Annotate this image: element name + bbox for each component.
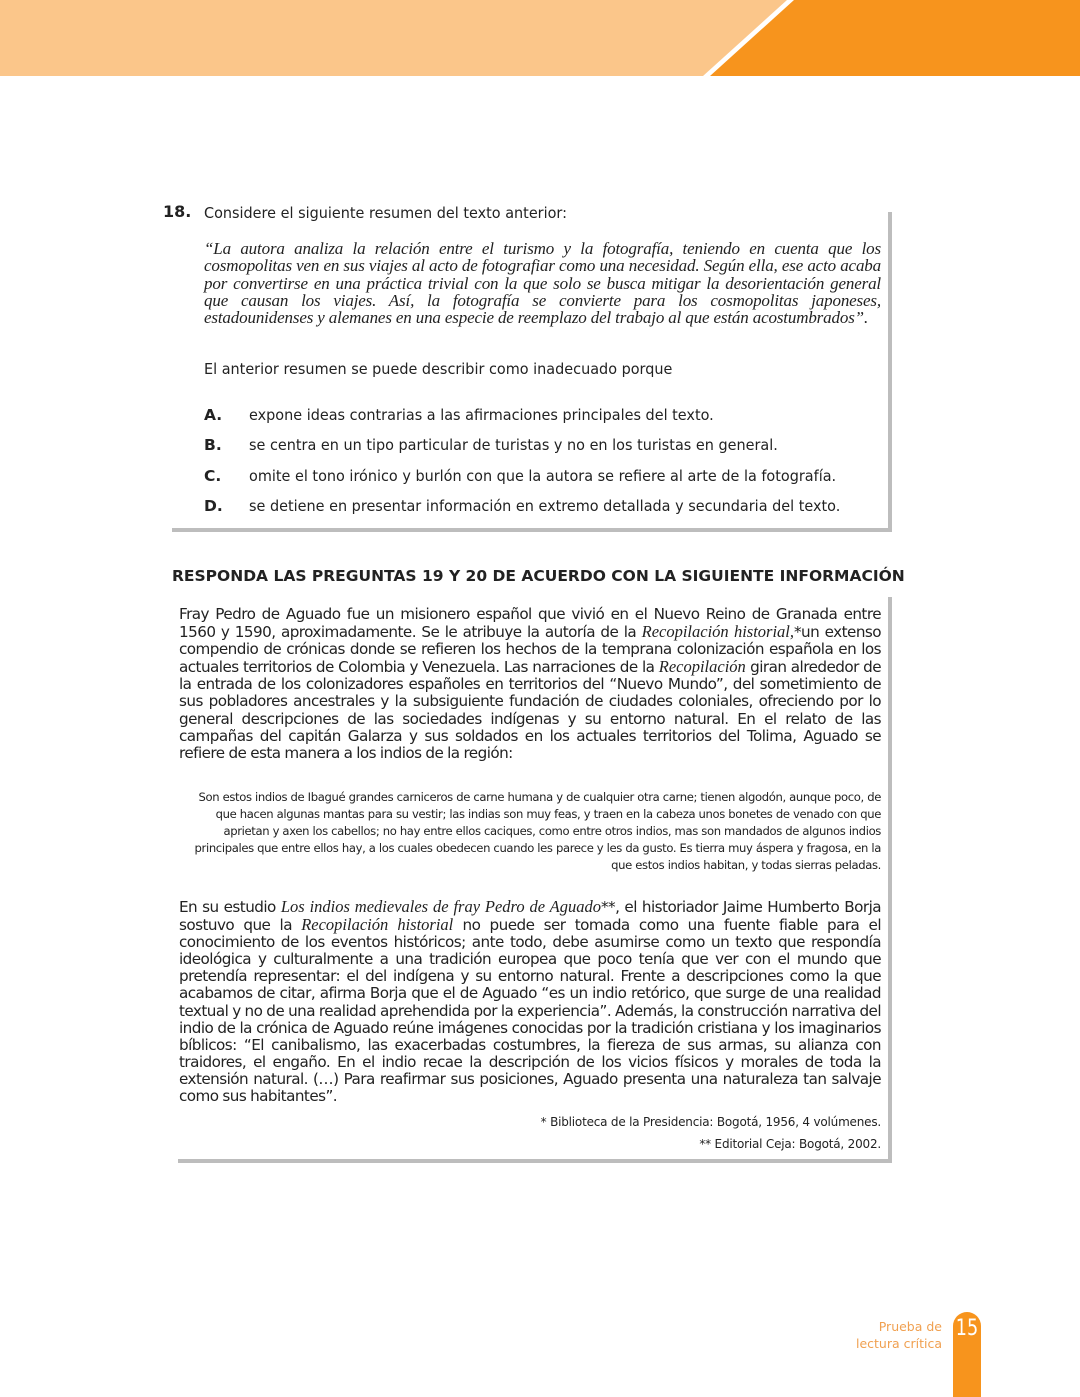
answer-options [204, 406, 884, 527]
text-segment: no puede ser tomada como una fuente fiable para el conocimiento de los eventos históricos; ante todo, debe asumirse como un texto que respondía ideológica y culturalmente a una tradición europea que poco tenía que ver con el mundo que pretendía representar: el del indígena y su entorno natural. Frente a descripciones como la que acabamos de citar, afirma Borja que el de Aguado “es un indio retórico, que surge de una realidad textual y no de una realidad aprehendida por la experiencia”. Además, la construcción narrativa del indio de la crónica de Aguado reúne imágenes conocidas por la tradición cristiana y los imaginarios bíblicos: “El canibalismo, las exacerbadas costumbres, la fiereza de sus armas, su alianza con traidores, el engaño. En el indio recae la descripción de los vicios físicos y morales de toda la extensión natural. (…) Para reafirmar sus posiciones, Aguado presenta una naturaleza tan salvaje como sus habitantes”. [179, 916, 881, 1106]
option-text: expone ideas contrarias a las afirmaciones principales del texto. [249, 406, 714, 424]
option-c[interactable] [204, 467, 884, 497]
option-text: omite el tono irónico y burlón con que la autora se refiere al arte de la fotografía. [249, 466, 837, 485]
book-title: Recopilación historial, [641, 622, 795, 642]
book-title: Recopilación [658, 657, 746, 677]
page-number: 15 [955, 1316, 979, 1341]
header-decoration [0, 0, 1080, 76]
intro-paragraph [179, 606, 881, 762]
footer-label-line: lectura crítica [855, 1336, 942, 1351]
footer-label-line: Prueba de [878, 1319, 942, 1334]
text-segment: **, el historiador Jaime Humberto Borja sostuvo que la [179, 898, 881, 935]
section-title: RESPONDA LAS PREGUNTAS 19 Y 20 DE ACUERDO CON LA SIGUIENTE INFORMACIÓN [172, 567, 905, 585]
footnote-2: ** Editorial Ceja: Bogotá, 2002. [699, 1137, 881, 1151]
question-number: 18. [163, 202, 192, 221]
text-segment: En su estudio [179, 898, 281, 916]
option-a[interactable] [204, 406, 884, 436]
info-box-bottom-border [178, 1159, 892, 1163]
option-letter: D. [204, 496, 223, 515]
footer-section-label [856, 1318, 942, 1352]
book-title: Recopilación historial [301, 915, 454, 935]
book-title: Los indios medievales de fray Pedro de Aguado [280, 897, 602, 916]
summary-quote: “La autora analiza la relación entre el turismo y la fotografía, teniendo en cuenta que los cosmopolitas ven en sus viajes al acto de fotografiar como una necesidad. Según ella, ese acto acaba por convertirse en una práctica trivial con la que solo se busca mitigar la desorientación general que causan los viajes. Así, la fotografía se convierte para los cosmopolitas japoneses, estadounidenses y alemanes en una especie de reemplazo del trabajo al que están acostumbrados”. [204, 239, 881, 328]
block-quotation: Son estos indios de Ibagué grandes carniceros de carne humana y de cualquier otra carne; tienen algodón, aunque poco, de que hacen algunas mantas para su vestir; las indias son muy feas, y traen en la cabeza unos bonetes de venado con que aprietan y axen los cabellos; no hay entre ellos caciques, como entre otros indios, mas son mandados de algunos indios principales que entre ellos hay, a los cuales obedecen cuando les parece y les da gusto. Es tierra muy áspera y fragosa, en la que estos indios habitan, y todas sierras peladas. [194, 790, 881, 873]
analysis-paragraph [179, 898, 881, 1105]
text-segment: Fray Pedro de Aguado fue un misionero español que vivió en el Nuevo Reino de Granada entre 1560 y 1590, aproximadamente. Se le atribuye la autoría de la [179, 605, 881, 642]
question-box-bottom-border [172, 528, 892, 532]
option-letter: C. [204, 466, 222, 485]
option-text: se centra en un tipo particular de turistas y no en los turistas en general. [249, 436, 778, 455]
text-segment: *un extenso compendio de crónicas donde se refieren los hechos de la temprana colonización española en los actuales territorios de Colombia y Venezuela. Las narraciones de la [179, 623, 881, 677]
option-letter: B. [204, 436, 222, 455]
header-banner [0, 0, 1080, 76]
option-text: se detiene en presentar información en extremo detallada y secundaria del texto. [249, 496, 841, 515]
question-stem: Considere el siguiente resumen del texto anterior: [204, 204, 567, 222]
option-letter: A. [204, 406, 223, 424]
option-b[interactable] [204, 436, 884, 466]
text-segment: giran alrededor de la entrada de los colonizadores españoles en territorios del “Nuevo Mundo”, del sometimiento de sus pobladores ancestrales y la subsiguiente fundación de ciudades coloniales, ofreciendo por lo general descripciones de las sociedades indígenas y su entorno natural. En el relato de las campañas del capitán Galarza y sus soldados en los actuales territorios del Tolima, Aguado se refiere de esta manera a los indios de la región: [179, 658, 881, 762]
page-number-tab [953, 1312, 981, 1397]
question-box-right-border [888, 212, 892, 532]
footnote-1: * Biblioteca de la Presidencia: Bogotá, 1956, 4 volúmenes. [540, 1115, 881, 1129]
question-prompt: El anterior resumen se puede describir como inadecuado porque [204, 360, 673, 378]
option-d[interactable] [204, 497, 884, 527]
info-box-right-border [888, 597, 892, 1163]
